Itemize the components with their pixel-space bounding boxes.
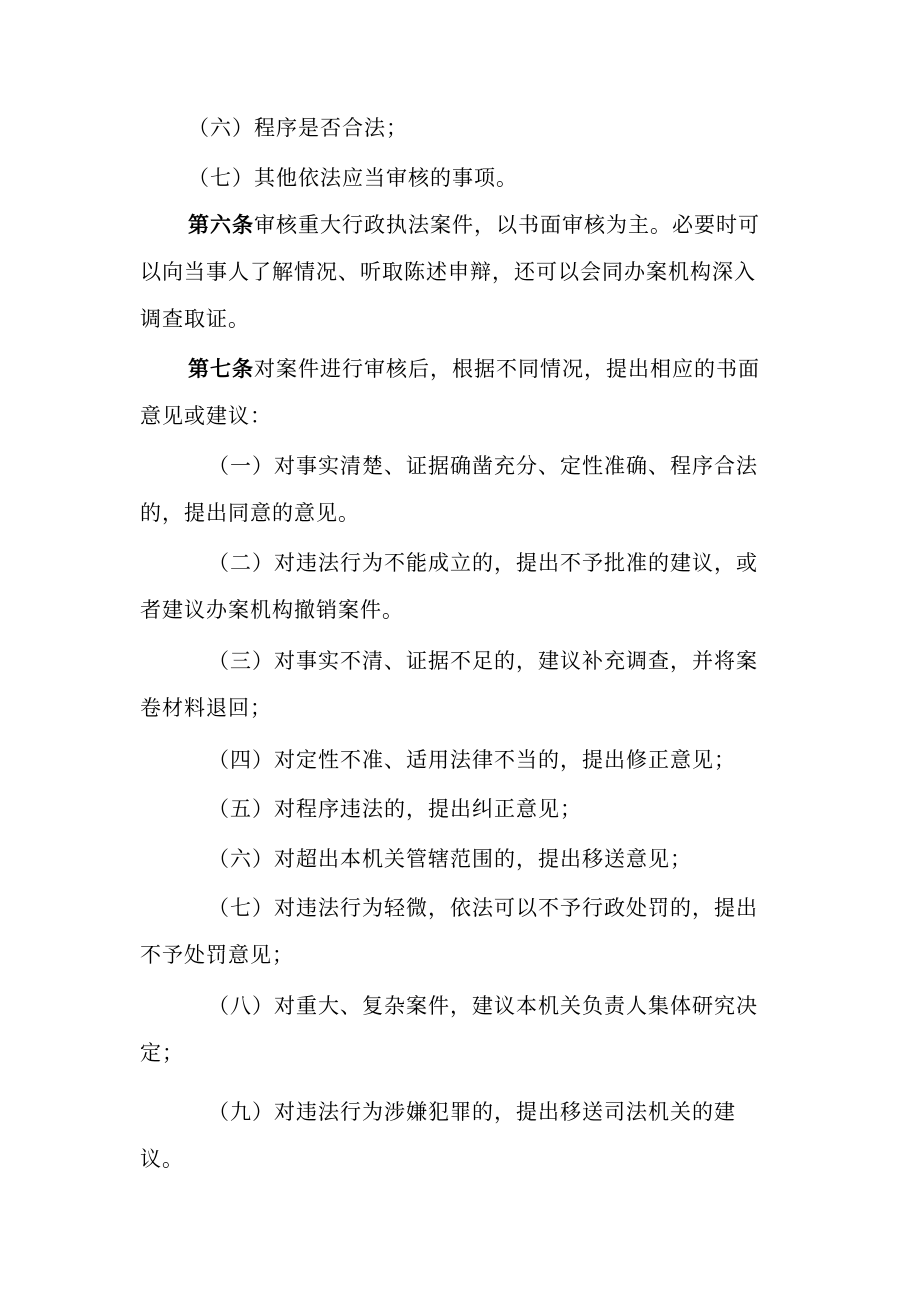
item-2-line-2: 者建议办案机构撤销案件。 [140, 598, 404, 622]
article-7-line-1: 对案件进行审核后，根据不同情况，提出相应的书面 [254, 357, 760, 381]
item-8 [140, 983, 785, 1077]
article-6-line-3: 调查取证。 [140, 307, 250, 331]
article-7 [140, 345, 785, 440]
item-5 [140, 786, 785, 833]
item-6-line-1: （六）对超出本机关管辖范围的，提出移送意见； [208, 847, 692, 871]
item-9-line-2: 议。 [140, 1147, 184, 1171]
item-2 [140, 540, 785, 634]
item-1 [140, 443, 785, 537]
item-9-line-1: （九）对违法行为涉嫌犯罪的，提出移送司法机关的建 [208, 1100, 736, 1124]
item-9 [140, 1089, 785, 1183]
item-5-line-1: （五）对程序违法的，提出纠正意见； [208, 797, 582, 821]
item-2-line-1: （二）对违法行为不能成立的，提出不予批准的建议，或 [208, 551, 758, 575]
item-8-line-2: 定； [140, 1041, 184, 1065]
article-6 [140, 201, 785, 343]
item-8-line-1: （八）对重大、复杂案件，建议本机关负责人集体研究决 [208, 994, 758, 1018]
item-4-line-1: （四）对定性不准、适用法律不当的，提出修正意见； [208, 748, 736, 772]
clause-text: （六）程序是否合法； [188, 116, 408, 140]
article-7-line-2: 意见或建议： [140, 404, 272, 428]
article-6-line-2: 以向当事人了解情况、听取陈述申辩，还可以会同办案机构深入 [140, 260, 756, 284]
article-7-heading: 第七条 [188, 356, 254, 381]
item-7 [140, 885, 785, 979]
item-3 [140, 638, 785, 732]
item-3-line-2: 卷材料退回； [140, 696, 272, 720]
item-4 [140, 737, 785, 784]
item-1-line-2: 的，提出同意的意见。 [140, 501, 360, 525]
clause-7-other-matters [140, 155, 785, 202]
item-7-line-1: （七）对违法行为轻微，依法可以不予行政处罚的，提出 [208, 896, 758, 920]
clause-6-procedure [140, 105, 785, 152]
article-6-heading: 第六条 [188, 212, 254, 237]
clause-text: （七）其他依法应当审核的事项。 [188, 166, 518, 190]
item-3-line-1: （三）对事实不清、证据不足的，建议补充调查，并将案 [208, 649, 758, 673]
article-6-line-1: 审核重大行政执法案件，以书面审核为主。必要时可 [254, 213, 760, 237]
item-6 [140, 836, 785, 883]
item-1-line-1: （一）对事实清楚、证据确凿充分、定性准确、程序合法 [208, 454, 758, 478]
item-7-line-2: 不予处罚意见； [140, 943, 294, 967]
